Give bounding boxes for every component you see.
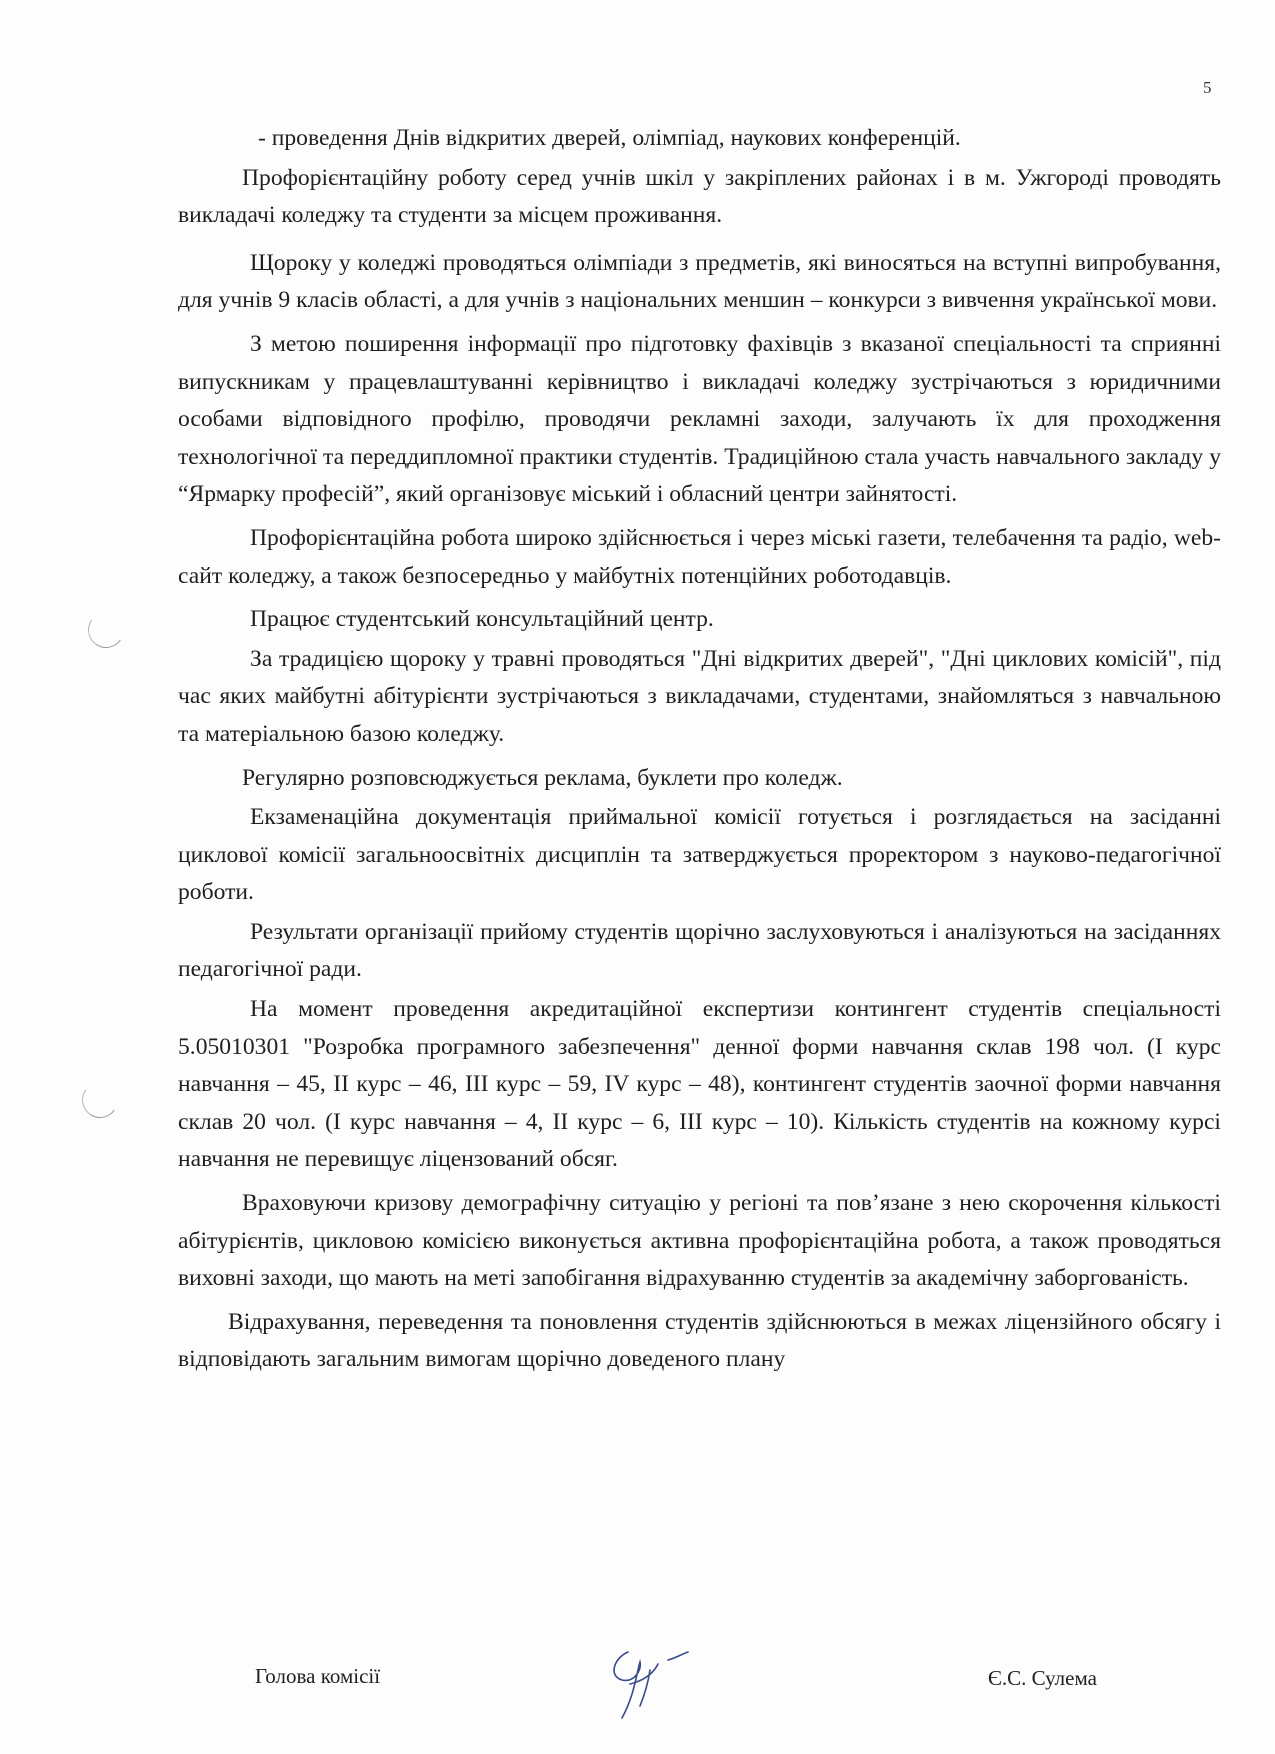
page-number: 5 (1203, 78, 1212, 97)
paragraph: Щороку у коледжі проводяться олімпіади з предметів, які виносяться на вступні випробування, для учнів 9 класів області, а для учнів з національних меншин – конкурси з вивчення української мови. (178, 249, 1221, 314)
paragraph: За традицією щороку у травні проводяться "Дні відкритих дверей", "Дні циклових комісій", під час яких майбутні абітурієнти зустрічаються з викладачами, студентами, знайомляться з навчальною та матеріальною базою коледжу. (178, 645, 1221, 747)
commission-head-label: Голова комісії (255, 1664, 381, 1688)
punch-hole-mark (79, 1079, 121, 1121)
document-body (178, 120, 1221, 1379)
paragraph: Профорієнтаційну роботу серед учнів шкіл у закріплених районах і в м. Ужгороді проводять викладачі коледжу та студенти за місцем проживання. (178, 164, 1221, 229)
punch-hole-mark (85, 609, 127, 651)
paragraph: Працює студентський консультаційний центр. (250, 606, 714, 633)
paragraph: Враховуючи кризову демографічну ситуацію у регіоні та пов’язане з нею скорочення кількості абітурієнтів, цикловою комісією виконується активна профорієнтаційна робота, а також проводяться виховні заходи, що мають на меті запобігання відрахуванню студентів за академічну заборгованість. (178, 1190, 1221, 1292)
paragraph: Регулярно розповсюджується реклама, буклети про коледж. (242, 764, 843, 791)
paragraph: Екзаменаційна документація приймальної комісії готується і розглядається на засіданні циклової комісії загальноосвітніх дисциплін та затверджується проректором з науково-педагогічної роботи. (178, 804, 1221, 906)
paragraph: Результати організації прийому студентів щорічно заслуховуються і аналізуються на засіданнях педагогічної ради. (178, 918, 1221, 983)
signature-image (600, 1640, 710, 1730)
paragraph: На момент проведення акредитаційної експертизи контингент студентів спеціальності 5.05010301 "Розробка програмного забезпечення" денної форми навчання склав 198 чол. (І курс навчання – 45, ІІ курс – 46, ІІІ курс – 59, IV курс – 48), контингент студентів заочної форми навчання склав 20 чол. (І курс навчання – 4, ІІ курс – 6, ІІІ курс – 10). Кількість студентів на кожному курсі навчання не перевищує ліцензований обсяг. (178, 996, 1221, 1173)
paragraph: З метою поширення інформації про підготовку фахівців з вказаної спеціальності та сприянні випускникам у працевлаштуванні керівництво і викладачі коледжу зустрічаються з юридичними особами відповідного профілю, проводячи рекламні заходи, залучають їх для проходження технологічної та переддипломної практики студентів. Традиційною стала участь навчального закладу у “Ярмарку професій”, який організовує міський і обласний центри зайнятості. (178, 330, 1221, 508)
signatory-name: Є.С. Сулема (988, 1666, 1097, 1690)
paragraph: Відрахування, переведення та поновлення студентів здійснюються в межах ліцензійного обсягу і відповідають загальним вимогам щорічно доведеного плану (178, 1308, 1221, 1373)
paragraph: Профорієнтаційна робота широко здійснюється і через міські газети, телебачення та радіо, web-сайт коледжу, а також безпосередньо у майбутніх потенційних роботодавців. (178, 524, 1221, 589)
paragraph: - проведення Днів відкритих дверей, олімпіад, наукових конференцій. (258, 125, 961, 151)
